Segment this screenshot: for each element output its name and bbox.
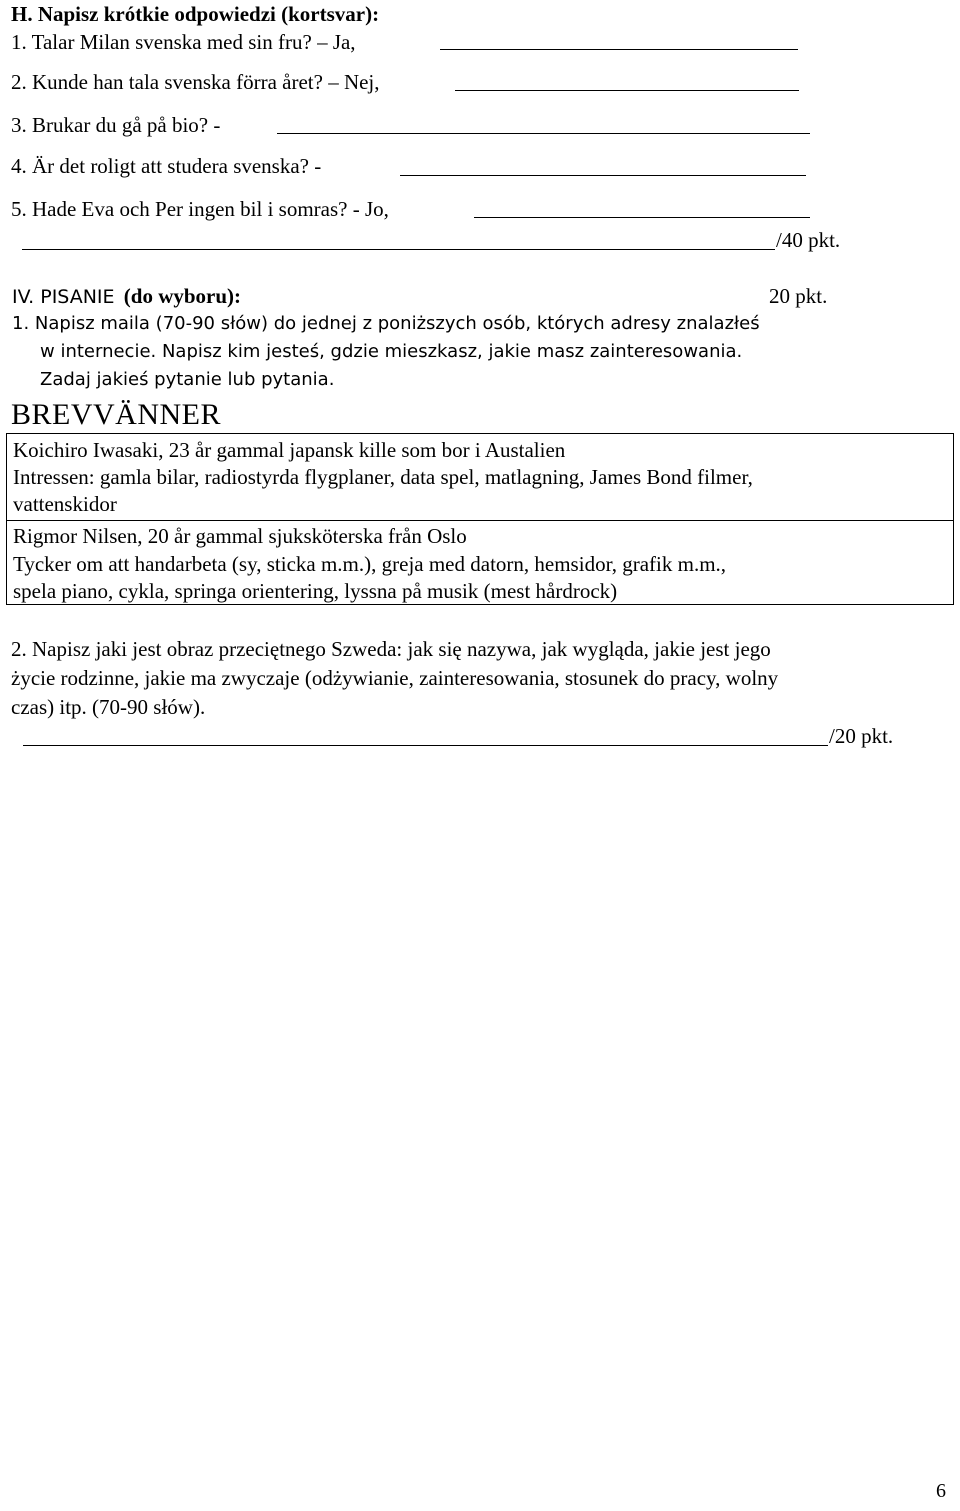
penpals-table [6,433,954,605]
answer-line-4[interactable] [400,175,806,176]
task-2-line-1: 2. Napisz jaki jest obraz przeciętnego Szweda: jak się nazywa, jak wygląda, jakie jest jego [11,637,771,661]
penpal-1-line-2: Intressen: gamla bilar, radiostyrda flygplaner, data spel, matlagning, James Bond filmer, [13,465,753,489]
penpal-2-line-2: Tycker om att handarbeta (sy, sticka m.m.), greja med datorn, hemsidor, grafik m.m., [13,552,727,576]
task-2-line-2: życie rodzinne, jakie ma zwyczaje (odżywianie, zainteresowania, stosunek do pracy, wolny [11,666,779,690]
task-2-score: /20 pkt. [829,724,894,748]
question-2: 2. Kunde han tala svenska förra året? – Nej, [11,70,380,94]
section-iv-choice: (do wyboru): [123,284,242,308]
penpal-1-line-3: vattenskidor [13,492,117,516]
task-2-answer-line[interactable] [23,745,828,746]
task-2-line-3: czas) itp. (70-90 słów). [11,695,206,719]
penpals-table-title: BREVVÄNNER [11,398,222,431]
answer-line-5[interactable] [474,217,810,218]
penpal-1-line-1: Koichiro Iwasaki, 23 år gammal japansk kille som bor i Austalien [13,438,566,462]
question-4: 4. Är det roligt att studera svenska? - [11,154,322,178]
section-h-score: /40 pkt. [776,228,841,252]
section-iv-points: 20 pkt. [769,284,828,308]
question-3: 3. Brukar du gå på bio? - [11,113,221,137]
answer-line-1[interactable] [440,49,798,50]
answer-line-3[interactable] [277,133,810,134]
task-1-line-1: 1. Napisz maila (70-90 słów) do jednej z poniższych osób, których adresy znalazłeś [12,313,760,334]
question-1: 1. Talar Milan svenska med sin fru? – Ja, [11,30,356,54]
answer-line-2[interactable] [455,90,799,91]
question-5: 5. Hade Eva och Per ingen bil i somras? - Jo, [11,197,389,221]
section-iv-title: IV. PISANIE [12,286,115,308]
task-1-line-2: w internecie. Napisz kim jesteś, gdzie mieszkasz, jakie masz zainteresowania. [40,341,743,362]
answer-line-5-continued[interactable] [22,249,775,250]
section-h-heading: H. Napisz krótkie odpowiedzi (kortsvar): [11,2,380,26]
section-iv-heading [12,284,241,309]
task-1-line-3: Zadaj jakieś pytanie lub pytania. [40,369,335,390]
page-number: 6 [936,1480,946,1502]
table-row-separator [7,520,953,521]
penpal-2-line-3: spela piano, cykla, springa orientering, lyssna på musik (mest hårdrock) [13,579,618,603]
penpal-2-line-1: Rigmor Nilsen, 20 år gammal sjuksköterska från Oslo [13,524,467,548]
